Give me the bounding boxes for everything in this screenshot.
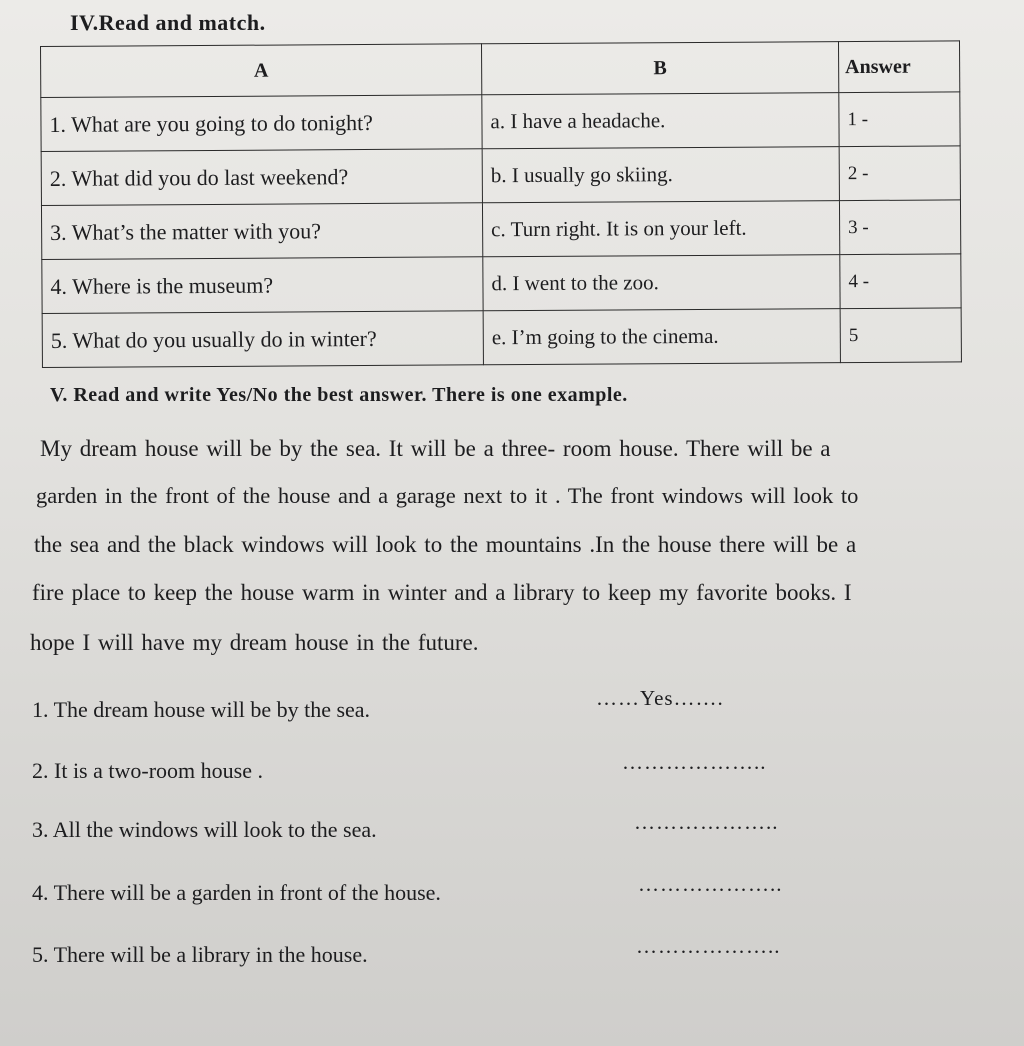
response-cell: c. Turn right. It is on your left.	[482, 201, 839, 257]
question-text: 2. It is a two-room house .	[32, 758, 263, 783]
header-column-answer: Answer	[838, 41, 959, 93]
answer-line[interactable]: ………………..	[622, 750, 767, 774]
answer-line[interactable]: ………………..	[638, 872, 783, 896]
response-cell: d. I went to the zoo.	[483, 255, 840, 311]
question-cell: 1. What are you going to do tonight?	[41, 95, 482, 152]
header-column-a: A	[41, 44, 482, 98]
table-row	[41, 92, 960, 152]
response-cell: e. I’m going to the cinema.	[483, 309, 840, 365]
passage-line: garden in the front of the house and a garage next to it . The front windows will look to	[36, 483, 859, 508]
question-cell: 4. Where is the museum?	[42, 257, 483, 314]
passage-line: My dream house will be by the sea. It will be a three- room house. There will be a	[40, 436, 831, 461]
section-iv-title: IV.Read and match.	[70, 10, 266, 35]
section-v-title: V. Read and write Yes/No the best answer. There is one example.	[50, 384, 628, 406]
answer-cell[interactable]: 2 -	[839, 146, 960, 201]
question-text: 1. The dream house will be by the sea.	[32, 697, 371, 722]
question-text: 3. All the windows will look to the sea.	[32, 817, 377, 842]
table-row	[41, 200, 960, 260]
match-table	[40, 40, 962, 368]
answer-cell[interactable]: 1 -	[839, 92, 960, 147]
answer-line[interactable]: ………………..	[636, 934, 781, 958]
question-cell: 5. What do you usually do in winter?	[42, 311, 483, 368]
table-row	[41, 146, 960, 206]
passage-line: the sea and the black windows will look to the mountains .In the house there will be a	[34, 532, 857, 557]
answer-line[interactable]: ……Yes…….	[596, 686, 724, 710]
table-header-row	[41, 41, 960, 98]
response-cell: a. I have a headache.	[482, 93, 839, 149]
passage-line: hope I will have my dream house in the future.	[30, 630, 479, 655]
table-row	[42, 308, 961, 368]
answer-cell[interactable]: 5	[840, 308, 961, 363]
response-cell: b. I usually go skiing.	[482, 147, 839, 203]
answer-cell[interactable]: 3 -	[839, 200, 960, 255]
table-row	[42, 254, 961, 314]
answer-line[interactable]: ………………..	[634, 810, 779, 834]
question-cell: 2. What did you do last weekend?	[41, 149, 482, 206]
question-cell: 3. What’s the matter with you?	[41, 203, 482, 260]
header-column-b: B	[481, 42, 838, 95]
question-text: 5. There will be a library in the house.	[32, 942, 368, 967]
question-text: 4. There will be a garden in front of the house.	[32, 880, 441, 905]
answer-cell[interactable]: 4 -	[840, 254, 961, 309]
passage-line: fire place to keep the house warm in winter and a library to keep my favorite books. I	[32, 580, 852, 605]
